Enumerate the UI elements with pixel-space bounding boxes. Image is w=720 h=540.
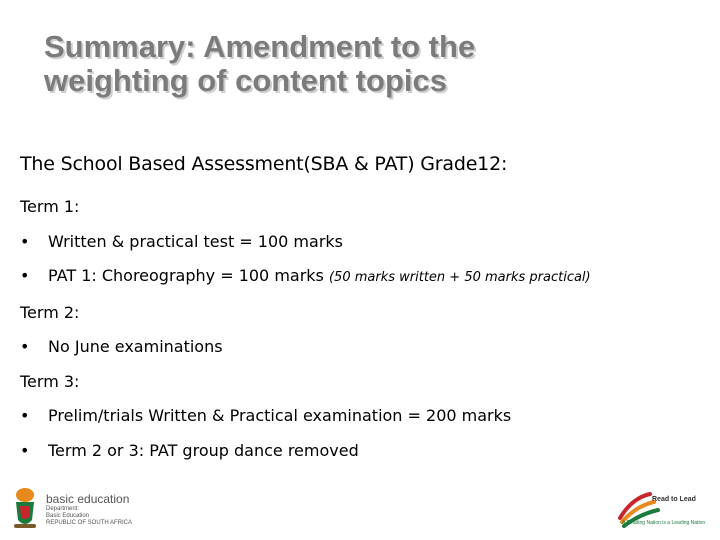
dept-line: REPUBLIC OF SOUTH AFRICA (46, 519, 133, 526)
slide-body (20, 148, 710, 468)
term-1-heading: Term 1: (20, 197, 80, 216)
bullet-text: PAT 1: Choreography = 100 marks (48, 266, 324, 285)
read-to-lead-logo (610, 484, 710, 536)
coat-of-arms-icon (10, 486, 40, 532)
slide-title (44, 30, 684, 98)
list-item (20, 434, 710, 469)
bullet-marker: • (20, 231, 30, 251)
bullet-text: Prelim/trials Written & Practical examination = 200 marks (48, 406, 512, 425)
bullet-text: Written & practical test = 100 marks (48, 231, 343, 251)
term-2-heading: Term 2: (20, 302, 80, 322)
bullet-marker: • (20, 440, 30, 460)
list-item (20, 259, 710, 296)
slide-title-line-1: Summary: Amendment to the (44, 29, 476, 64)
bullet-marker: • (20, 337, 30, 356)
dept-line: Basic Education (46, 512, 90, 519)
dbe-logo (10, 484, 132, 534)
list-item (20, 225, 710, 260)
list-item (20, 330, 710, 365)
marks-note: (50 marks written + 50 marks practical) (328, 270, 591, 285)
slide-subtitle: The School Based Assessment(SBA & PAT) Grade12: (20, 153, 508, 175)
term-3-heading: Term 3: (20, 371, 80, 391)
logo-name: basic education (46, 491, 130, 506)
bullet-marker: • (20, 406, 30, 425)
read-to-lead-tagline: A Reading Nation is a Leading Nation (622, 520, 706, 526)
list-item (20, 399, 710, 434)
bullet-text: Term 2 or 3: PAT group dance removed (48, 440, 359, 460)
bullet-text: No June examinations (48, 337, 223, 356)
dept-line: Department: (46, 505, 80, 512)
bullet-marker: • (20, 266, 30, 285)
read-to-lead-title: Read to Lead (652, 496, 696, 503)
read-to-lead-swoosh-icon (610, 484, 710, 536)
slide-title-line-2: weighting of content topics (44, 63, 447, 99)
